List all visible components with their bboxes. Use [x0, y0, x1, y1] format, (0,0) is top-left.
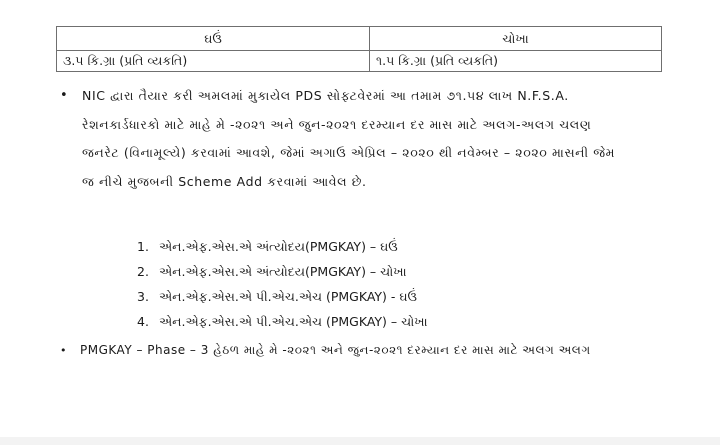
list-item — [137, 264, 428, 289]
list-item — [137, 314, 428, 339]
list-number: 4. — [137, 314, 149, 329]
cell-wheat-quantity: ૩.૫ કિ.ગ્રા (પ્રતિ વ્યકતિ) — [57, 51, 370, 72]
pmgkay-paragraph — [60, 343, 680, 358]
paragraph-line: જ નીચે મુજબની Scheme Add કરવામાં આવેલ છે. — [82, 173, 367, 189]
paragraph-line: રેશનકાર્ડધારકો માટે માહે મે -૨૦૨૧ અને જુન-૨૦૨૧ દરમ્યાન દર માસ માટે અલગ-અલગ ચલણ — [82, 116, 592, 132]
list-text: એન.એફ.એસ.એ પી.એચ.એચ (PMGKAY) – ચોખા — [158, 314, 428, 329]
paragraph-text: PMGKAY – Phase – 3 હેઠળ માહે મે -૨૦૨૧ અને જુન-૨૦૨૧ દરમ્યાન દર માસ માટે અલગ અલગ — [80, 343, 591, 357]
list-number: 2. — [137, 264, 149, 279]
table-row — [57, 51, 662, 72]
page-bottom-edge — [0, 437, 720, 445]
bullet-icon: • — [60, 344, 67, 357]
paragraph-line: જનરેટ (વિનામૂલ્યે) કરવામાં આવશે, જેમાં અગાઉ એપ્રિલ – ૨૦૨૦ થી નવેમ્બર – ૨૦૨૦ માસની જેમ — [82, 145, 616, 160]
nic-paragraph — [60, 88, 670, 202]
list-text: એન.એફ.એસ.એ પી.એચ.એચ (PMGKAY) - ઘઉં — [158, 289, 417, 304]
list-item — [137, 289, 428, 314]
paragraph-line: NIC દ્વારા તૈયાર કરી અમલમાં મુકાયેલ PDS સોફ્ટવેરમાં આ તમામ ૭૧.૫૪ લાખ N.F.S.A. — [82, 88, 569, 103]
list-item — [137, 239, 428, 264]
list-number: 3. — [137, 289, 149, 304]
header-rice: ચોખા — [370, 27, 662, 51]
bullet-item — [60, 88, 670, 202]
cell-rice-quantity: ૧.૫ કિ.ગ્રા (પ્રતિ વ્યકતિ) — [370, 51, 662, 72]
scheme-list — [137, 239, 428, 339]
bullet-icon: • — [60, 88, 68, 103]
header-wheat: ઘઉં — [57, 27, 370, 51]
list-number: 1. — [137, 239, 149, 254]
table-header-row — [57, 27, 662, 51]
ration-quantity-table — [56, 26, 662, 72]
list-text: એન.એફ.એસ.એ અંત્યોદય(PMGKAY) – ચોખા — [158, 264, 407, 279]
list-text: એન.એફ.એસ.એ અંત્યોદય(PMGKAY) – ઘઉં — [158, 239, 398, 254]
